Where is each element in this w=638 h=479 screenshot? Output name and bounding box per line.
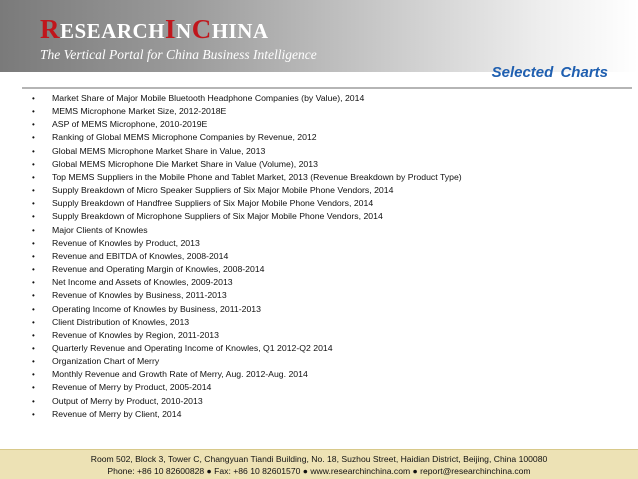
list-item-label: Revenue of Knowles by Region, 2011-2013 [52, 329, 219, 340]
bullet-icon: • [32, 330, 35, 340]
bullet-icon: • [32, 133, 35, 143]
bullet-icon: • [32, 291, 35, 301]
list-item [29, 131, 629, 144]
bullet-icon: • [32, 238, 35, 248]
list-item [29, 197, 629, 210]
bullet-icon: • [32, 159, 35, 169]
list-item-label: Supply Breakdown of Handfree Suppliers of Six Major Mobile Phone Vendors, 2014 [52, 198, 374, 209]
bullet-icon: • [32, 212, 35, 222]
list-item [29, 289, 629, 302]
list-item [29, 92, 629, 105]
list-item-label: Revenue of Merry by Product, 2005-2014 [52, 382, 212, 393]
tagline: The Vertical Portal for China Business Intelligence [40, 47, 317, 62]
list-item [29, 118, 629, 131]
bullet-icon: • [32, 186, 35, 196]
list-item [29, 184, 629, 197]
list-item-label: Ranking of Global MEMS Microphone Companies by Revenue, 2012 [52, 132, 317, 143]
list-item [29, 224, 629, 237]
list-item [29, 145, 629, 158]
bullet-icon: • [32, 120, 35, 130]
list-item-label: Monthly Revenue and Growth Rate of Merry, Aug. 2012-Aug. 2014 [52, 369, 308, 380]
list-item [29, 171, 629, 184]
footer-address: Room 502, Block 3, Tower C, Changyuan Tiandi Building, No. 18, Suzhou Street, Haidian District, Beijing, China 100080 [90, 454, 548, 464]
footer-contact: Phone: +86 10 82600828 ● Fax: +86 10 82601570 ● www.researchinchina.com ● report@researchinchina.com [107, 466, 531, 476]
list-item-label: Quarterly Revenue and Operating Income of Knowles, Q1 2012-Q2 2014 [52, 342, 333, 353]
list-item-label: Operating Income of Knowles by Business, 2011-2013 [52, 303, 261, 314]
list-item [29, 250, 629, 263]
bullet-icon: • [32, 172, 35, 182]
bullet-icon: • [32, 265, 35, 275]
list-item-label: Revenue of Knowles by Business, 2011-2013 [52, 290, 227, 301]
list-item-label: Supply Breakdown of Micro Speaker Suppliers of Six Major Mobile Phone Vendors, 2014 [52, 185, 394, 196]
list-item [29, 316, 629, 329]
list-item [29, 408, 629, 421]
list-item [29, 329, 629, 342]
list-item-label: Market Share of Major Mobile Bluetooth Headphone Companies (by Value), 2014 [52, 93, 365, 103]
bullet-icon: • [32, 317, 35, 327]
list-item [29, 303, 629, 316]
list-item [29, 368, 629, 381]
header-banner [0, 0, 638, 72]
bullet-icon: • [32, 383, 35, 393]
list-item-label: Revenue of Merry by Client, 2014 [52, 408, 182, 419]
bullet-icon: • [32, 409, 35, 419]
list-item [29, 210, 629, 223]
bullet-icon: • [32, 278, 35, 288]
list-item-label: Revenue and Operating Margin of Knowles, 2008-2014 [52, 264, 265, 275]
footer [0, 449, 638, 479]
list-item-label: Global MEMS Microphone Die Market Share in Value (Volume), 2013 [52, 158, 318, 169]
list-item-label: Net Income and Assets of Knowles, 2009-2013 [52, 277, 233, 288]
section-title: Selected Charts [491, 64, 608, 81]
list-item-label: Global MEMS Microphone Market Share in Value, 2013 [52, 145, 266, 156]
list-item [29, 237, 629, 250]
list-item-label: Organization Chart of Merry [52, 356, 160, 367]
list-item [29, 276, 629, 289]
list-item-label: Revenue and EBITDA of Knowles, 2008-2014 [52, 250, 229, 261]
list-item [29, 105, 629, 118]
bullet-icon: • [32, 107, 35, 117]
chart-list [29, 92, 629, 421]
list-item-label: ASP of MEMS Microphone, 2010-2019E [52, 119, 208, 130]
list-item-label: Revenue of Knowles by Product, 2013 [52, 237, 200, 248]
bullet-icon: • [32, 199, 35, 209]
list-item [29, 381, 629, 394]
bullet-icon: • [32, 304, 35, 314]
list-item [29, 395, 629, 408]
list-item [29, 158, 629, 171]
divider [22, 87, 632, 89]
bullet-icon: • [32, 94, 35, 103]
bullet-icon: • [32, 396, 35, 406]
list-item-label: Supply Breakdown of Microphone Suppliers of Six Major Mobile Phone Vendors, 2014 [52, 211, 383, 222]
researchinchina-logo[interactable]: RESEARCHINCHINA [40, 14, 269, 44]
bullet-icon: • [32, 225, 35, 235]
list-item-label: Output of Merry by Product, 2010-2013 [52, 395, 203, 406]
bullet-icon: • [32, 146, 35, 156]
list-item-label: MEMS Microphone Market Size, 2012-2018E [52, 106, 227, 117]
list-item [29, 263, 629, 276]
list-item [29, 355, 629, 368]
bullet-icon: • [32, 251, 35, 261]
bullet-icon: • [32, 343, 35, 353]
list-item-label: Client Distribution of Knowles, 2013 [52, 316, 190, 327]
list-item-label: Top MEMS Suppliers in the Mobile Phone and Tablet Market, 2013 (Revenue Breakdown by Product Type) [52, 171, 462, 182]
bullet-icon: • [32, 357, 35, 367]
list-item-label: Major Clients of Knowles [52, 224, 148, 235]
bullet-icon: • [32, 370, 35, 380]
list-item [29, 342, 629, 355]
